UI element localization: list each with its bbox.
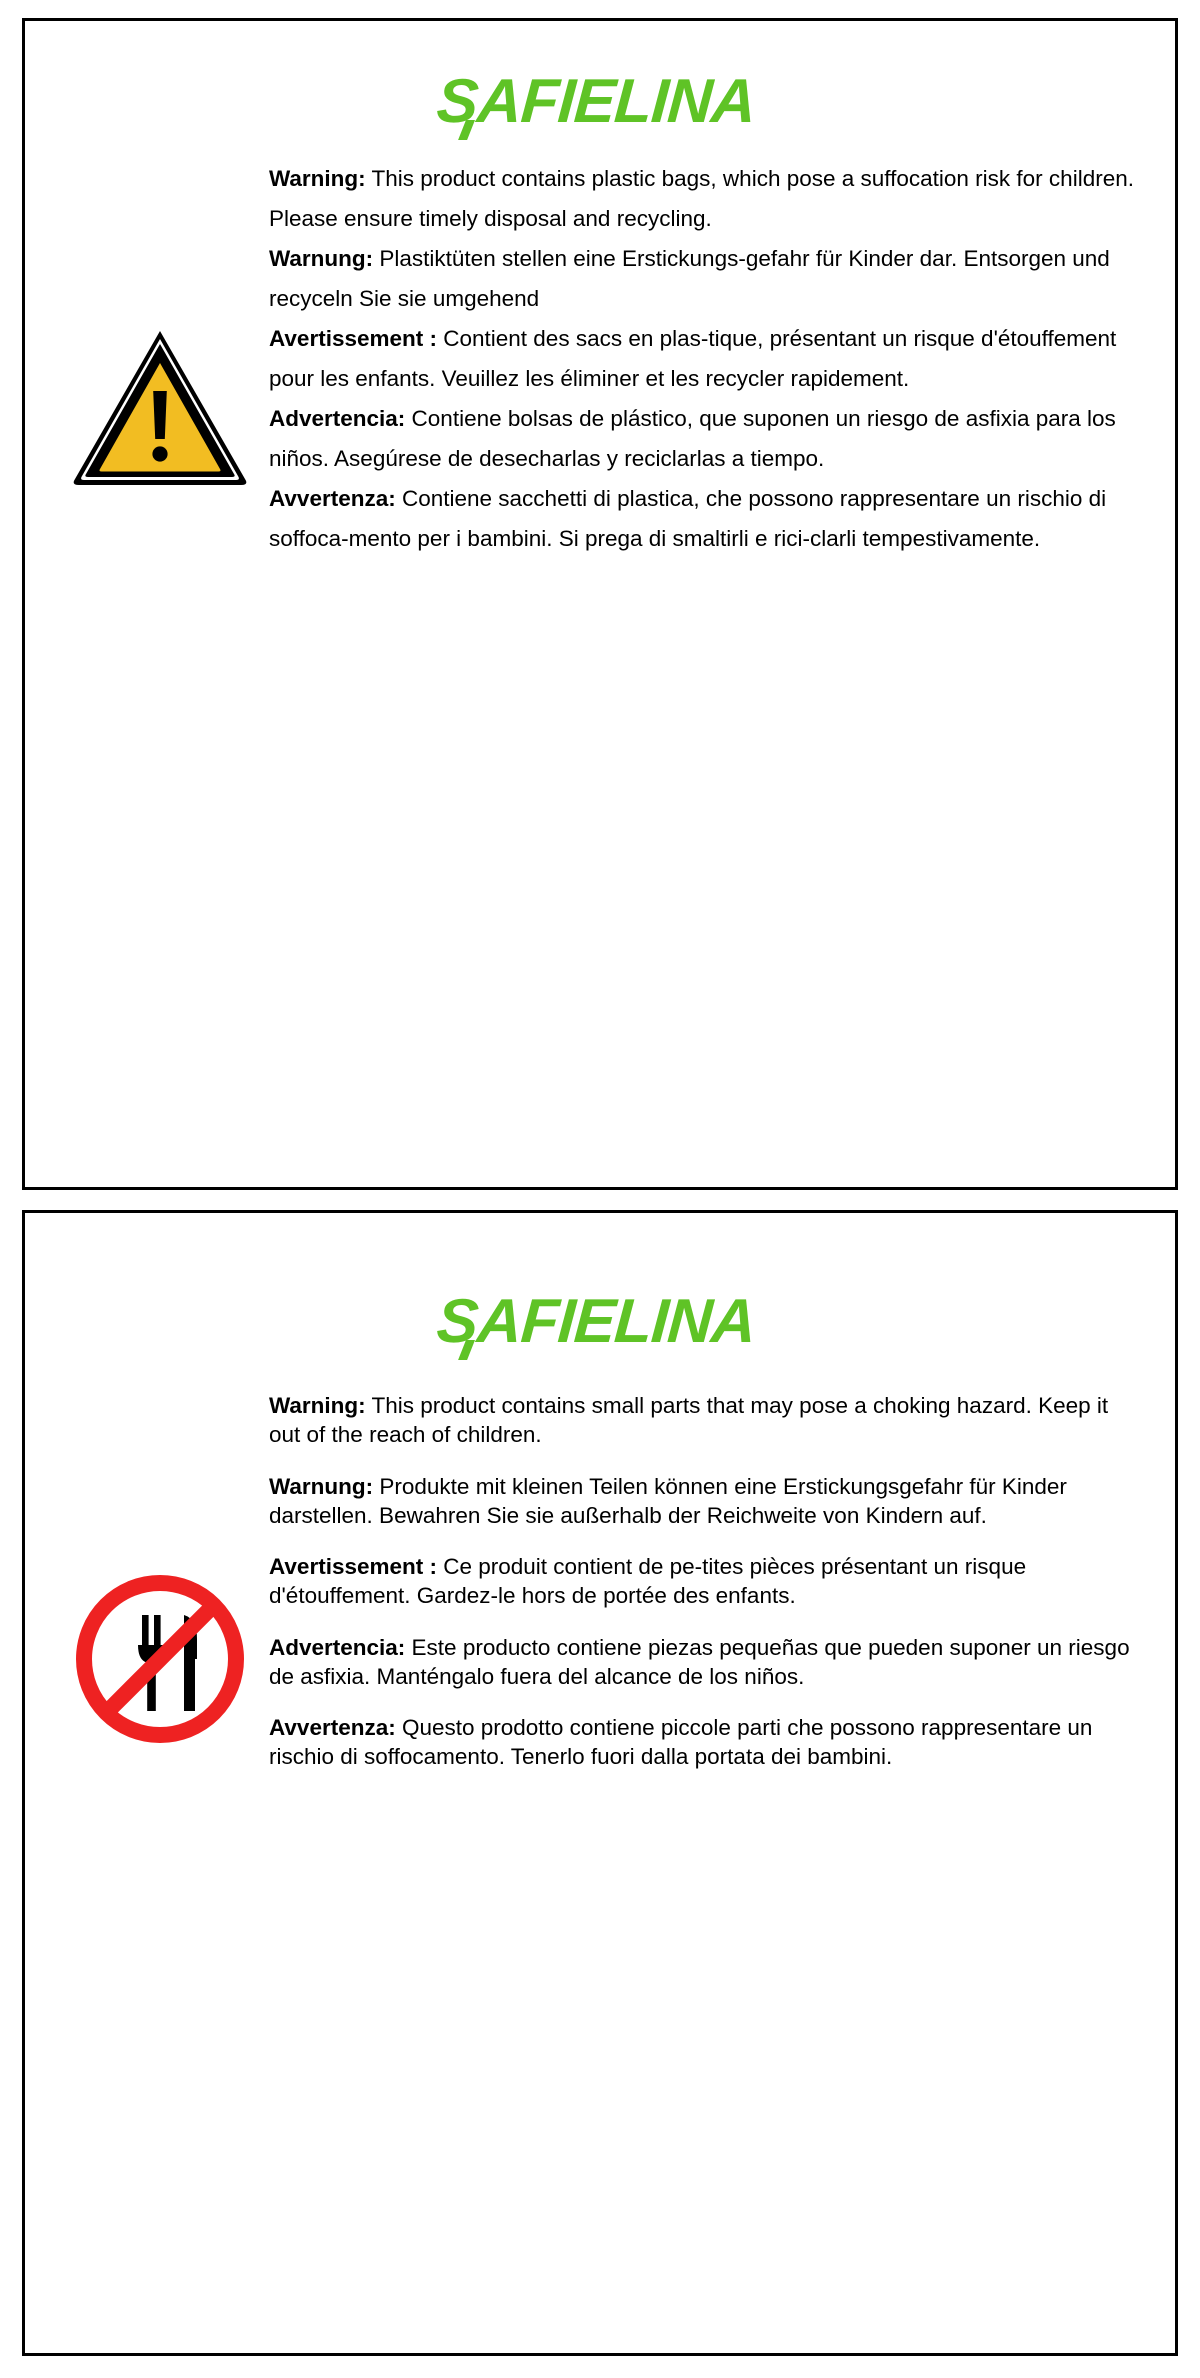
warning-label-it: Avvertenza:: [269, 486, 396, 512]
warning-text-es-2: Este producto contiene piezas pequeñas que pueden suponer un riesgo de asfixia. Manténgalo fuera del alcance de los niños.: [269, 1634, 1130, 1689]
warning-label-it-2: Avvertenza:: [269, 1715, 396, 1740]
warning-text-de: Plastiktüten stellen eine Erstickungs-gefahr für Kinder dar. Entsorgen und recyceln Sie sie umgehend: [269, 246, 1110, 312]
panel-1-icon-column: [51, 159, 269, 487]
warning-block-de-2: [269, 1472, 1135, 1531]
warning-block-en-2: [269, 1391, 1135, 1450]
warning-label-es: Advertencia:: [269, 406, 406, 432]
warning-label-fr: Avertissement :: [269, 326, 437, 352]
warning-label-en: Warning:: [269, 166, 366, 191]
warning-block-es-2: [269, 1633, 1135, 1692]
logo-row-panel-2: [51, 1247, 1141, 1391]
warning-text-fr: Contient des sacs en plas-tique, présentant un risque d'étouffement pour les enfants. Veuillez les éliminer et les recycler rapidement.: [269, 326, 1117, 392]
panel-1-text-column: [269, 159, 1141, 559]
warning-triangle-exclamation-icon: [71, 327, 249, 487]
warning-block-fr-2: [269, 1552, 1135, 1611]
warning-label-en-2: Warning:: [269, 1393, 366, 1418]
warning-block-en: [269, 159, 1135, 239]
panel-2-text-column: [269, 1391, 1141, 1772]
warning-text-it-2: Questo prodotto contiene piccole parti che possono rappresentare un rischio di soffocamento. Tenerlo fuori dalla portata dei bambini.: [269, 1715, 1093, 1770]
warning-block-it-2: [269, 1713, 1135, 1772]
warning-text-fr-2: Ce produit contient de pe-tites pièces présentant un risque d'étouffement. Gardez-le hors de portée des enfants.: [269, 1554, 1027, 1609]
panel-2-body: [51, 1391, 1141, 1772]
logo-row-panel-1: [51, 47, 1141, 159]
logo-text-rest-2: AFIELINA: [474, 1287, 758, 1356]
warning-text-es: Contiene bolsas de plástico, que suponen un riesgo de asfixia para los niños. Asegúrese de desecharlas y reciclarlas a tiempo.: [269, 406, 1116, 472]
warning-text-en: This product contains plastic bags, which pose a suffocation risk for children. Please ensure timely disposal and recycling.: [269, 166, 1134, 232]
warning-label-de-2: Warnung:: [269, 1473, 374, 1499]
logo-letter-s: S: [434, 67, 480, 136]
logo-letter-s-2: S: [434, 1287, 480, 1356]
warning-block-it: [269, 479, 1135, 559]
warning-label-de: Warnung:: [269, 246, 374, 272]
safielina-logo: [434, 67, 758, 136]
no-food-prohibition-icon: [72, 1571, 248, 1747]
warning-text-en-2: This product contains small parts that may pose a choking hazard. Keep it out of the reach of children.: [269, 1393, 1109, 1448]
warning-block-fr: [269, 319, 1135, 399]
warning-text-de-2: Produkte mit kleinen Teilen können eine Erstickungsgefahr für Kinder darstellen. Bewahren Sie sie außerhalb der Reichweite von Kindern auf.: [269, 1473, 1067, 1528]
panel-1-body: [51, 159, 1141, 559]
warning-block-es: [269, 399, 1135, 479]
warning-label-es-2: Advertencia:: [269, 1634, 406, 1660]
warning-block-de: [269, 239, 1135, 319]
panel-2-icon-column: [51, 1391, 269, 1747]
safielina-logo-2: [434, 1287, 758, 1356]
warning-text-it: Contiene sacchetti di plastica, che possono rappresentare un rischio di soffoca-mento per i bambini. Si prega di smaltirli e rici-clarli tempestivamente.: [269, 486, 1107, 552]
warning-label-fr-2: Avertissement :: [269, 1554, 437, 1579]
warning-panel-plastic-bags: [22, 18, 1178, 1190]
warning-panel-small-parts: [22, 1210, 1178, 2356]
logo-text-rest: AFIELINA: [474, 67, 758, 136]
